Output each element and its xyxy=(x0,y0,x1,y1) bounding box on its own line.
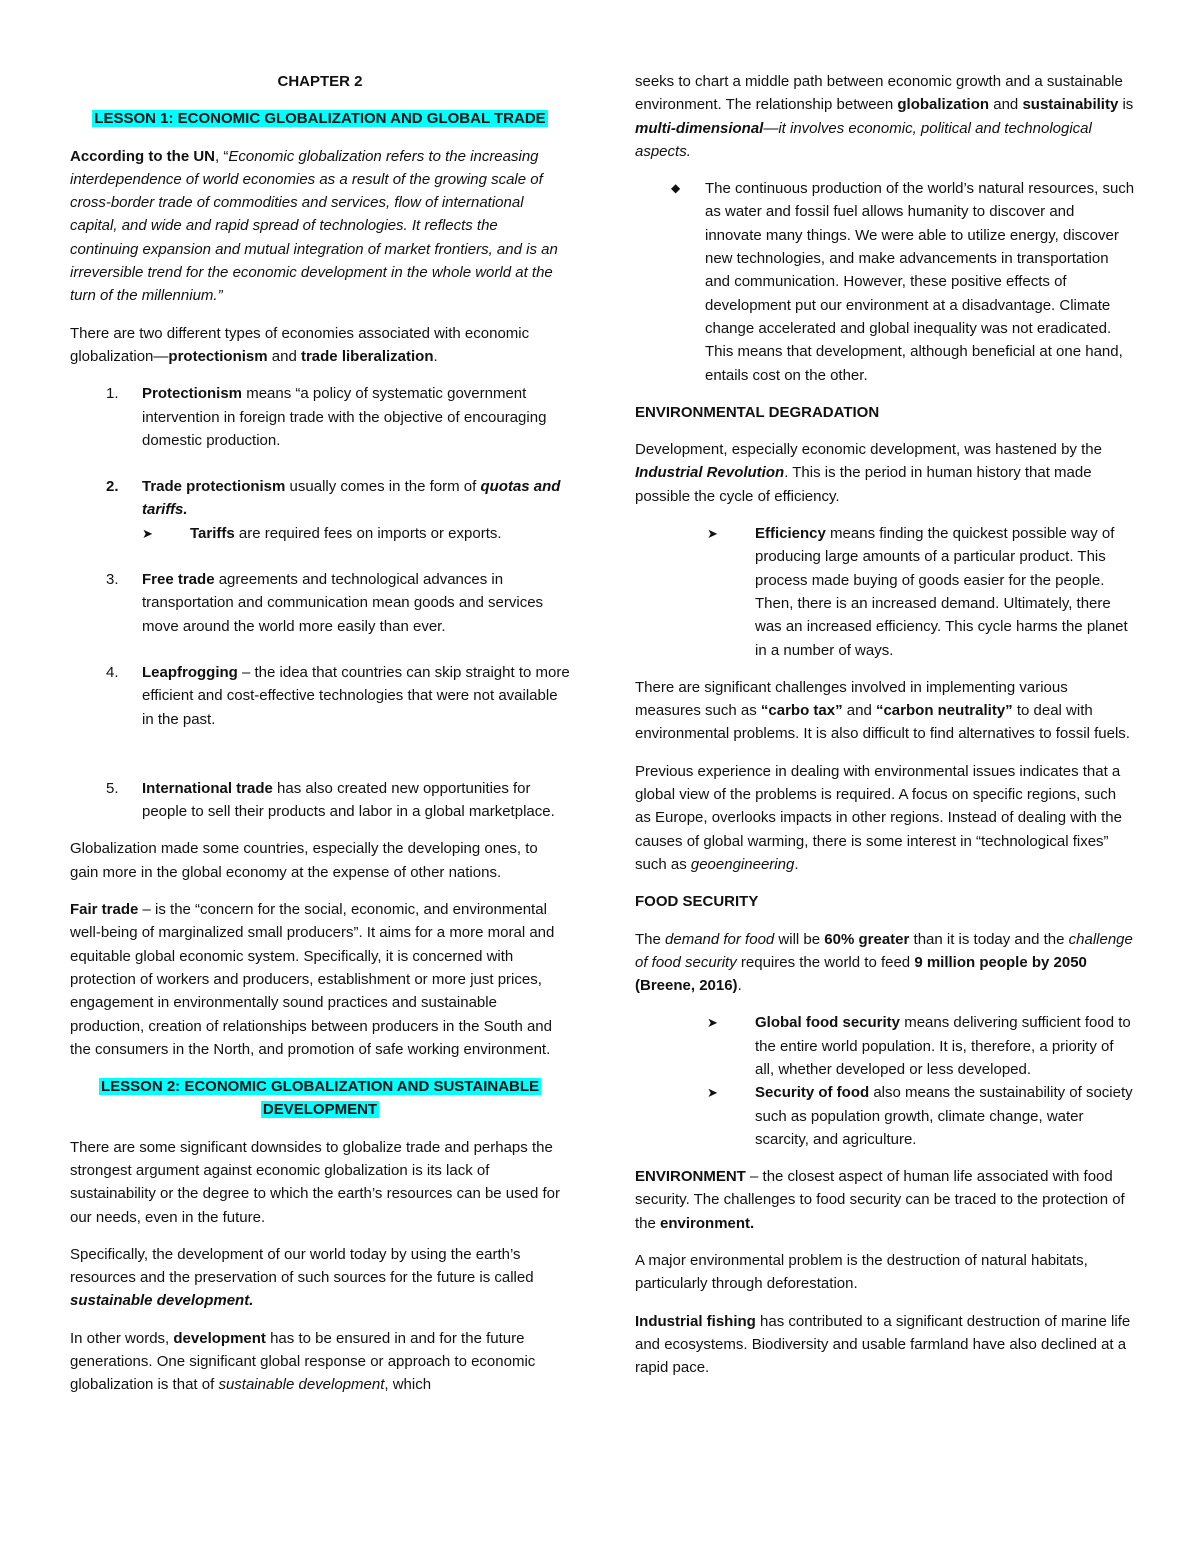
lesson2-heading-line2: DEVELOPMENT xyxy=(262,1101,378,1119)
un-comma: , “ xyxy=(215,147,229,165)
food-text: than it is today and the xyxy=(909,930,1069,948)
habitat-paragraph: A major environmental problem is the destruction of natural habitats, particularly through deforestation. xyxy=(635,1252,1088,1293)
list-item xyxy=(70,568,570,638)
food-item-text: means delivering sufficient food to the entire world population. It is, therefore, a priority of all, whether developed or less developed. xyxy=(755,1014,1131,1078)
list-text: means “a policy of systematic government intervention in foreign trade with the objective of encouraging domestic production. xyxy=(142,385,547,449)
list-item xyxy=(70,777,570,824)
types-trade: trade liberalization xyxy=(300,347,434,365)
cont-sustainability: sustainability xyxy=(1022,96,1119,114)
carbon-paragraph xyxy=(635,676,1135,746)
food-text: requires the world to feed xyxy=(736,953,915,971)
lesson2-title xyxy=(70,1075,570,1122)
development-paragraph xyxy=(70,1327,570,1397)
list-item xyxy=(671,177,1135,387)
fishing-text: has contributed to a significant destruction of marine life and ecosystems. Biodiversity and usable farmland have also declined at a rapid pace. xyxy=(635,1312,1131,1377)
food-item-term: Global food security xyxy=(755,1014,901,1032)
env-degradation-heading: ENVIRONMENTAL DEGRADATION xyxy=(635,403,880,421)
un-definition-paragraph xyxy=(70,145,570,308)
food-item-text: also means the sustainability of society such as population growth, climate change, water scarcity, and agriculture. xyxy=(755,1084,1133,1148)
fair-trade-text: – is the “concern for the social, economic, and environmental well-being of marginalized small producers”. It aims for a more moral and equitable global economic system. Specifically, it is concerned with protection of workers and producers, establishment or more just prices, engagement in environmentally sound practices and sustainable production, creation of relationships between producers in the South and the consumers in the North, and promotion of safe working environment. xyxy=(70,901,555,1058)
middle-path-paragraph xyxy=(635,70,1135,163)
lesson2-heading-line1: LESSON 2: ECONOMIC GLOBALIZATION AND SUSTAINABLE xyxy=(100,1078,540,1096)
list-italic-term: quotas and tariffs. xyxy=(142,478,561,519)
list-item xyxy=(707,522,1135,662)
efficiency-term: Efficiency xyxy=(755,525,826,543)
fishing-paragraph xyxy=(635,1310,1135,1380)
sustainable-text: Specifically, the development of our world today by using the earth’s resources and the preservation of such sources for the future is called xyxy=(70,1245,534,1287)
bullet-text: The continuous production of the world’s natural resources, such as water and fossil fuel allows humanity to discover and innovate many things. We were able to utilize energy, discover new technologies, and make advancements in transportation and communication. However, these positive effects of development put our environment at a disadvantage. Climate change accelerated and global inequality was not eradicated. This means that development, although beneficial at one hand, entails cost on the other. xyxy=(705,180,1135,384)
downsides-paragraph: There are some significant downsides to globalize trade and perhaps the strongest argument against economic globalization is its lack of sustainability or the degree to which the earth’s resources can be used for our needs, even in the future. xyxy=(70,1138,561,1226)
food-demand-term: demand for food xyxy=(665,930,775,948)
list-number: 4. xyxy=(106,663,119,681)
dev-text-start: In other words, xyxy=(70,1329,174,1347)
cont-multi: multi-dimensional xyxy=(635,119,764,137)
cont-is: is xyxy=(1118,96,1134,114)
list-text: has also created new opportunities for people to sell their products and labor in a global marketplace. xyxy=(142,779,555,821)
arrow-bullet-icon: ➤ xyxy=(142,525,153,541)
arrow-bullet-icon: ➤ xyxy=(707,526,718,542)
list-number: 5. xyxy=(106,779,119,797)
list-text: – the idea that countries can skip straight to more efficient and cost-effective technologies that were not available in the past. xyxy=(142,663,570,728)
food-security-list xyxy=(707,1011,1135,1151)
lesson1-heading: LESSON 1: ECONOMIC GLOBALIZATION AND GLOBAL TRADE xyxy=(94,110,546,128)
environment-paragraph xyxy=(635,1165,1135,1235)
list-item xyxy=(142,522,570,545)
types-and: and xyxy=(267,347,301,365)
arrow-bullet-icon: ➤ xyxy=(707,1015,718,1031)
list-text: agreements and technological advances in transportation and communication mean goods and services move around the world more easily than ever. xyxy=(142,571,544,635)
list-term: Protectionism xyxy=(142,385,243,403)
un-lead: According to the UN xyxy=(70,147,215,165)
carbon-text: There are significant challenges involved in implementing various measures such as xyxy=(635,678,1068,720)
globalization-paragraph: Globalization made some countries, especially the developing ones, to gain more in the global economy at the expense of other nations. xyxy=(70,840,538,881)
left-column xyxy=(70,70,570,1411)
list-item xyxy=(707,1011,1135,1081)
types-end: . xyxy=(433,347,438,365)
types-intro: There are two different types of economies associated with economic globalization— xyxy=(70,324,530,365)
resources-bullet-list xyxy=(671,177,1135,387)
list-number: 1. xyxy=(106,385,119,403)
list-term: International trade xyxy=(142,779,273,797)
economy-list xyxy=(70,382,570,521)
dev-term: development xyxy=(173,1329,266,1347)
list-item xyxy=(70,382,570,452)
food-security-heading: FOOD SECURITY xyxy=(635,893,759,911)
types-protectionism: protectionism xyxy=(168,347,268,365)
dev-text-end: , which xyxy=(384,1376,432,1394)
fishing-term: Industrial fishing xyxy=(635,1312,756,1330)
environment-term: ENVIRONMENT xyxy=(635,1168,746,1186)
food-text: The xyxy=(635,930,666,948)
list-number: 3. xyxy=(106,571,119,589)
carbon-and: and xyxy=(842,702,876,720)
dev-italic-term: sustainable development xyxy=(218,1376,385,1394)
carbo-tax-term: “carbo tax” xyxy=(760,702,843,720)
carbon-neutrality-term: “carbon neutrality” xyxy=(875,702,1013,720)
bullet-dot-icon: ◆ xyxy=(671,181,681,196)
ir-text-end: . This is the period in human history that made possible the cycle of efficiency. xyxy=(635,464,1092,505)
cont-text: seeks to chart a middle path between economic growth and a sustainable environment. The relationship between xyxy=(635,73,1123,114)
cont-and: and xyxy=(989,96,1023,114)
dev-text-mid: has to be ensured in and for the future generations. One significant global response or approach to economic globalization is that of xyxy=(70,1329,536,1394)
arrow-bullet-icon: ➤ xyxy=(707,1085,718,1101)
food-text: will be xyxy=(774,930,825,948)
lesson1-title xyxy=(70,107,570,130)
economy-types-paragraph xyxy=(70,322,570,369)
economy-list-continued xyxy=(70,568,570,823)
food-60-term: 60% greater xyxy=(824,930,910,948)
list-item xyxy=(70,661,570,731)
food-challenge-term: challenge of food security xyxy=(635,930,1133,971)
global-view-text: Previous experience in dealing with environmental issues indicates that a global view of the problems is required. A focus on specific regions, such as Europe, overlooks impacts in other regions. Instead of dealing with the causes of global warming, there is some interest in “technological fixes” such as xyxy=(635,762,1122,873)
chapter-title: CHAPTER 2 xyxy=(277,73,363,90)
list-text: usually comes in the form of xyxy=(285,478,481,496)
list-term: Leapfrogging xyxy=(142,663,238,681)
list-number: 2. xyxy=(106,478,119,496)
cont-end: —it involves economic, political and technological aspects. xyxy=(635,119,1092,160)
fair-trade-paragraph xyxy=(70,898,570,1061)
tariffs-sublist xyxy=(142,522,570,545)
food-9m-term: 9 million people by 2050 (Breene, 2016) xyxy=(635,953,1087,995)
ir-term: Industrial Revolution xyxy=(635,464,785,482)
list-term: Trade protectionism xyxy=(142,478,286,496)
global-view-end: . xyxy=(794,855,799,873)
environment-end: environment. xyxy=(660,1214,755,1232)
food-demand-paragraph xyxy=(635,928,1135,998)
efficiency-text: means finding the quickest possible way of producing large amounts of a particular product. This process made buying of goods easier for the people. Then, there is an increased demand. Ultimately, there was an increased efficiency. This cycle harms the planet in a number of ways. xyxy=(755,525,1128,659)
food-item-term: Security of food xyxy=(755,1084,870,1102)
un-quote: Economic globalization refers to the increasing interdependence of world economies as a result of the growing scale of cross-border trade of commodities and services, flow of international capital, and wide and rapid spread of technologies. It reflects the continuing expansion and mutual integration of market frontiers, and is an irreversible trend for the economic development in the whole world at the turn of the millennium.” xyxy=(70,147,558,305)
fair-trade-term: Fair trade xyxy=(70,901,139,919)
global-view-paragraph xyxy=(635,760,1135,876)
industrial-revolution-paragraph xyxy=(635,438,1135,508)
efficiency-list xyxy=(707,522,1135,662)
sustainable-definition-paragraph xyxy=(70,1243,570,1313)
geoengineering-term: geoengineering xyxy=(690,855,795,873)
sustainable-term: sustainable development. xyxy=(70,1292,254,1310)
environment-text: – the closest aspect of human life associated with food security. The challenges to food security can be traced to the protection of the xyxy=(635,1168,1125,1232)
cont-globalization: globalization xyxy=(897,96,990,114)
food-text: . xyxy=(737,977,742,995)
ir-text: Development, especially economic development, was hastened by the xyxy=(635,441,1102,459)
tariffs-term: Tariffs xyxy=(190,524,235,542)
list-item xyxy=(70,475,570,522)
carbon-text-end: to deal with environmental problems. It is also difficult to find alternatives to fossil fuels. xyxy=(635,702,1130,743)
list-term: Free trade xyxy=(142,571,215,589)
right-column xyxy=(635,70,1135,1394)
tariffs-text: are required fees on imports or exports. xyxy=(234,524,502,542)
list-item xyxy=(707,1081,1135,1151)
